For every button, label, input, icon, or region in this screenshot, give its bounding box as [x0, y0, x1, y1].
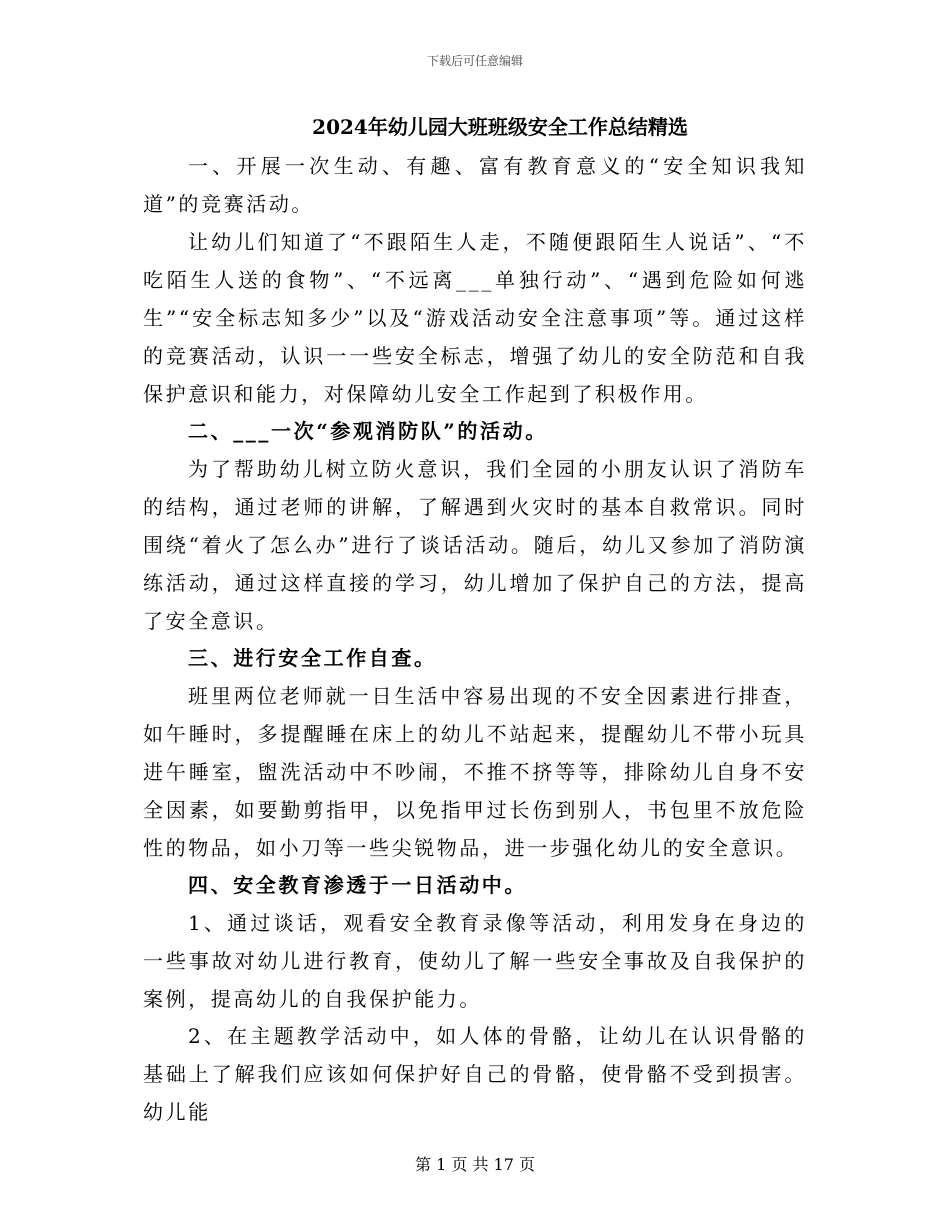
paragraph-4: 班里两位老师就一日生活中容易出现的不安全因素进行排查，如午睡时，多提醒睡在床上的幼儿不站起来，提醒幼儿不带小玩具进午睡室，盥洗活动中不吵闹，不推不挤等等，排除幼儿自身不安全因素，如要勤剪指甲，以免指甲过长伤到别人，书包里不放危险性的物品，如小刀等一些尖锐物品，进一步强化幼儿的安全意识。 — [143, 683, 807, 860]
section-heading-4: 四、安全教育渗透于一日活动中。 — [188, 873, 527, 897]
paragraph-2: 让幼儿们知道了“不跟陌生人走，不随便跟陌生人说话”、“不吃陌生人送的食物”、“不远离___单独行动”、“遇到危险如何逃生”“安全标志知多少”以及“游戏活动安全注意事项”等。通过这样的竞赛活动，认识一一些安全标志，增强了幼儿的安全防范和自我保护意识和能力，对保障幼儿安全工作起到了积极作用。 — [143, 229, 807, 406]
document-title: 2024年幼儿园大班班级安全工作总结精选 — [312, 115, 688, 139]
document-body — [143, 147, 807, 1131]
paragraph-1: 一、开展一次生动、有趣、富有教育意义的“安全知识我知道”的竞赛活动。 — [143, 154, 807, 216]
section-heading-3: 三、进行安全工作自查。 — [188, 646, 437, 670]
section-heading-2: 二、___一次“参观消防队”的活动。 — [188, 419, 548, 443]
page-header: 下载后可任意编辑 — [426, 54, 523, 68]
paragraph-3: 为了帮助幼儿树立防火意识，我们全园的小朋友认识了消防车的结构，通过老师的讲解，了解遇到火灾时的基本自救常识。同时围绕“着火了怎么办”进行了谈话活动。随后，幼儿又参加了消防演练活动，通过这样直接的学习，幼儿增加了保护自己的方法，提高了安全意识。 — [143, 456, 807, 633]
paragraph-6: 2、在主题教学活动中，如人体的骨骼，让幼儿在认识骨骼的基础上了解我们应该如何保护好自己的骨骼，使骨骼不受到损害。幼儿能 — [143, 1024, 807, 1124]
page-footer: 第 1 页 共 17 页 — [415, 1155, 535, 1174]
paragraph-5: 1、通过谈话，观看安全教育录像等活动，利用发身在身边的一些事故对幼儿进行教育，使幼儿了解一些安全事故及自我保护的案例，提高幼儿的自我保护能力。 — [143, 910, 807, 1011]
